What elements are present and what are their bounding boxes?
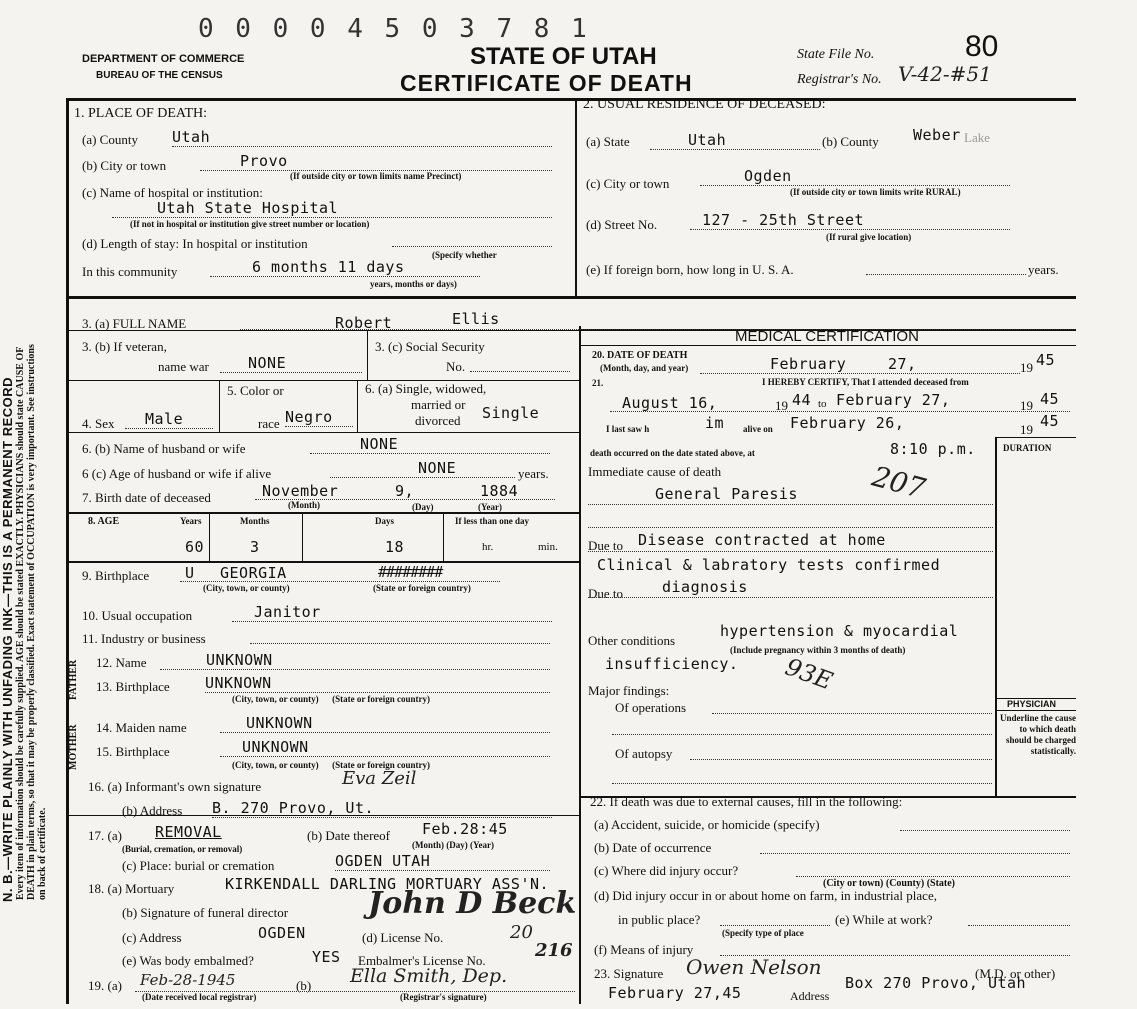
immediate-line-1 <box>588 503 993 505</box>
serial-number: 0 0 0 0 4 5 0 3 7 8 1 <box>198 14 590 44</box>
immediate-line-2 <box>588 526 993 528</box>
race-col-2 <box>357 380 358 433</box>
race-col-1 <box>219 380 220 433</box>
specify-note: (Specify whether <box>432 250 497 260</box>
death-city: Provo <box>200 152 552 171</box>
last-saw-value: im <box>705 414 725 432</box>
stay-label: (d) Length of stay: In hospital or institution <box>82 236 308 251</box>
mother-birthplace: UNKNOWN <box>220 738 550 757</box>
marital-label: 6. (a) Single, widowed, <box>365 381 487 396</box>
veteran-war: NONE <box>220 354 362 373</box>
external-b: (b) Date of occurrence <box>594 840 712 855</box>
age-months: 3 <box>250 538 260 556</box>
alive-on-label: alive on <box>743 424 773 434</box>
operations-line-2 <box>612 733 992 735</box>
res-state: Utah <box>650 131 820 150</box>
spouse-age-label: 6 (c) Age of husband or wife if alive <box>82 466 272 481</box>
occupation-value: Janitor <box>232 603 552 622</box>
marital-status: Single <box>482 404 540 422</box>
burial-place-label: (c) Place: burial or cremation <box>122 858 275 873</box>
to-label: to <box>818 398 827 410</box>
external-b-line <box>760 852 1070 854</box>
other-conditions-label: Other conditions <box>588 633 676 648</box>
res-county: Weber <box>913 126 961 144</box>
physician-address: Box 270 Provo, Utah <box>845 974 1027 992</box>
spouse-years: years. <box>518 466 549 481</box>
physician-note: Underline the cause to which death should be charged statistically. <box>1000 713 1076 756</box>
registrar-signature: Ella Smith, Dep. <box>350 965 508 987</box>
other-conditions-1: hypertension & myocardial <box>720 622 959 640</box>
industry-label: 11. Industry or business <box>82 631 206 646</box>
due-to-1: Disease contracted at home <box>638 531 886 549</box>
burial-method: REMOVAL <box>155 823 222 841</box>
to-year-prefix: 19 <box>1020 398 1033 413</box>
res-city-label: (c) City or town <box>586 176 670 191</box>
external-d: (d) Did injury occur in or about home on farm, in industrial place, <box>594 888 937 903</box>
res-state-label: (a) State <box>586 134 630 149</box>
burial-label: 17. (a) <box>88 828 122 843</box>
divider-vet <box>66 380 579 381</box>
birthplace-prefix: U <box>185 564 195 582</box>
side-instructions: N. B.—WRITE PLAINLY WITH UNFADING INK—THIS IS A PERMANENT RECORD Every item of information should be carefully supplied. AGE should be stated EXACTLY. PHYSICIANS should state CAUSE OF DEATH in plain terms, so that it may be properly classified. Exact statement of OCCUPATION is very important. See instructions on back of certificate. <box>0 344 48 902</box>
ss-col <box>367 330 368 380</box>
county-label: (a) County <box>82 132 138 147</box>
sign-date: February 27,45 <box>608 984 742 1002</box>
burial-place: OGDEN UTAH <box>335 852 550 871</box>
community-label: In this community <box>82 264 178 279</box>
age-col-1 <box>209 512 210 562</box>
informant-address-label: (b) Address <box>122 803 183 818</box>
age-col-3 <box>443 512 444 562</box>
father-name: UNKNOWN <box>160 651 550 670</box>
stat-code-1: 207 <box>868 459 929 506</box>
occupation-label: 10. Usual occupation <box>82 608 193 623</box>
birthplace-line <box>180 580 500 582</box>
city-note: (If outside city or town limits name Precinct) <box>290 171 462 181</box>
dod-label: 20. DATE OF DEATH <box>592 350 688 361</box>
age-days: 18 <box>385 538 405 556</box>
state-file-value: 80 <box>965 30 999 63</box>
external-e-line <box>968 924 1070 926</box>
father-name-label: 12. Name <box>96 655 147 670</box>
divider-age-top <box>66 512 579 514</box>
embalmed-value: YES <box>312 948 341 966</box>
due-to-line <box>588 550 993 552</box>
full-name-label: 3. (a) FULL NAME <box>82 316 187 331</box>
filed-note: (Date received local registrar) <box>142 992 257 1002</box>
md-label: (M.D. or other) <box>975 966 1056 981</box>
birth-day: 9, <box>395 482 415 500</box>
embalmer-license: 216 <box>535 940 573 961</box>
death-time: 8:10 p.m. <box>890 440 976 458</box>
sex-label: 4. Sex <box>82 416 115 431</box>
certificate-title: CERTIFICATE OF DEATH <box>400 70 693 96</box>
frame-top <box>66 98 1076 101</box>
external-f: (f) Means of injury <box>594 942 694 957</box>
registrar-label: Registrar's No. <box>797 72 882 87</box>
age-hr: hr. <box>482 541 494 553</box>
place-of-death-heading: 1. PLACE OF DEATH: <box>74 106 208 121</box>
mortuary-name: KIRKENDALL DARLING MORTUARY ASS'N. <box>225 875 550 893</box>
dod-note: (Month, day, and year) <box>600 363 689 373</box>
major-findings-label: Major findings: <box>588 683 670 698</box>
mother-tag: MOTHER <box>68 724 79 770</box>
external-d-note: (Specify type of place <box>722 928 804 938</box>
res-foreign-label: (e) If foreign born, how long in U. S. A. <box>586 262 794 277</box>
registrar-note: (Registrar's signature) <box>400 992 487 1002</box>
immediate-cause-label: Immediate cause of death <box>588 464 722 479</box>
state-title: STATE OF UTAH <box>470 43 657 70</box>
clinical-note: Clinical & labratory tests confirmed <box>597 556 941 574</box>
external-e: (e) While at work? <box>835 912 933 927</box>
autopsy-label: Of autopsy <box>615 746 673 761</box>
attended-line <box>610 410 1070 412</box>
full-name-first: Robert <box>335 314 393 332</box>
autopsy-line <box>690 758 992 760</box>
age-label: 8. AGE <box>88 516 120 527</box>
marital-label-2: married or <box>411 397 466 412</box>
ss-line <box>470 370 570 372</box>
birth-date-label: 7. Birth date of deceased <box>82 490 211 505</box>
license-value: 20 <box>510 922 533 943</box>
burial-date: Feb.28:45 <box>422 820 508 838</box>
race-value: Negro <box>285 408 353 427</box>
mortuary-label: 18. (a) Mortuary <box>88 881 175 896</box>
res-years: years. <box>1028 262 1059 277</box>
attended-to-year: 45 <box>1040 390 1060 408</box>
physician-head <box>995 710 1076 711</box>
duration-col <box>995 437 997 796</box>
mother-bp-note: (City, town, or county) (State or foreign country) <box>232 760 430 770</box>
veteran-label-2: name war <box>158 359 209 374</box>
ss-label-2: No. <box>446 359 466 374</box>
external-d2: in public place? <box>618 912 701 927</box>
immediate-cause: General Paresis <box>655 485 798 503</box>
state-file-label: State File No. <box>797 47 875 62</box>
registrar-value: V-42-#51 <box>898 62 992 86</box>
dod-line <box>700 372 1020 374</box>
certify-text: I HEREBY CERTIFY, That I attended deceased from <box>762 377 969 387</box>
full-name-last: Ellis <box>452 310 500 328</box>
birthplace-note-2: (State or foreign country) <box>373 583 471 593</box>
birthplace-note-1: (City, town, or county) <box>203 583 290 593</box>
informant-address: B. 270 Provo, Ut. <box>212 799 552 818</box>
burial-date-label: (b) Date thereof <box>307 828 391 843</box>
res-city: Ogden <box>700 167 1010 186</box>
dod-month: February <box>770 355 847 373</box>
attended-to: February 27, <box>836 391 951 409</box>
age-years-label: Years <box>180 516 202 526</box>
filed-date: Feb-28-1945 <box>140 971 236 989</box>
external-a: (a) Accident, suicide, or homicide (specify) <box>594 817 820 832</box>
age-less-label: If less than one day <box>455 516 530 526</box>
duration-top <box>995 437 1076 438</box>
birth-month: November <box>262 482 339 500</box>
mother-bp-label: 15. Birthplace <box>96 744 170 759</box>
informant-signature: Eva Zeil <box>342 768 417 789</box>
certify-number: 21. <box>592 378 604 388</box>
marital-label-3: divorced <box>415 413 461 428</box>
res-street: 127 - 25th Street <box>690 211 1010 230</box>
physician-tag: PHYSICIAN <box>1007 699 1057 709</box>
burial-method-note: (Burial, cremation, or removal) <box>122 844 243 854</box>
embalmer-license-label: Embalmer's License No. <box>358 953 486 968</box>
sex-value: Male <box>125 410 213 429</box>
embalmed-label: (e) Was body embalmed? <box>122 953 254 968</box>
due-to-2-label: Due to <box>588 586 624 601</box>
funeral-address-label: (c) Address <box>122 930 182 945</box>
father-tag: FATHER <box>68 659 79 700</box>
mother-name-label: 14. Maiden name <box>96 720 187 735</box>
res-street-label: (d) Street No. <box>586 217 658 232</box>
external-d2-line <box>720 924 830 926</box>
physician-address-label: Address <box>790 989 830 1003</box>
due-to-line-2 <box>588 596 993 598</box>
community-stay: 6 months 11 days <box>210 258 480 277</box>
occurred-label: death occurred on the date stated above, at <box>590 448 755 458</box>
operations-label: Of operations <box>615 700 687 715</box>
external-c-line <box>796 875 1070 877</box>
alive-date: February 26, <box>790 414 905 432</box>
director-label: (b) Signature of funeral director <box>122 905 289 920</box>
divider-med-head <box>579 345 1076 346</box>
birth-month-note: (Month) <box>288 500 320 510</box>
death-county: Utah <box>172 128 552 147</box>
ss-label: 3. (c) Social Security <box>375 339 485 354</box>
divider-mid <box>579 326 581 1004</box>
birth-year: 1884 <box>480 482 519 500</box>
medical-heading: MEDICAL CERTIFICATION <box>735 328 919 345</box>
dod-year-prefix: 19 <box>1020 360 1033 375</box>
age-min: min. <box>538 541 558 553</box>
hospital-note: (If not in hospital or institution give street number or location) <box>130 219 370 229</box>
res-county-label: (b) County <box>822 134 879 149</box>
autopsy-line-2 <box>612 782 992 784</box>
res-foreign-line <box>866 273 1026 275</box>
filed-b: (b) <box>296 978 312 993</box>
spouse-age: NONE <box>330 459 515 478</box>
city-label: (b) City or town <box>82 158 167 173</box>
industry-line <box>250 642 550 644</box>
birthplace-struck: ######## <box>378 563 443 581</box>
stat-code-2: 93E <box>781 652 837 696</box>
external-heading: 22. If death was due to external causes, fill in the following: <box>590 794 903 809</box>
birthplace-label: 9. Birthplace <box>82 568 150 583</box>
external-a-line <box>900 829 1070 831</box>
hospital-name: Utah State Hospital <box>112 199 552 218</box>
dod-day: 27, <box>888 355 917 373</box>
race-bottom <box>66 432 579 433</box>
department-label: DEPARTMENT OF COMMERCE <box>82 53 245 65</box>
mother-name: UNKNOWN <box>220 714 550 733</box>
divider-center <box>575 98 577 298</box>
external-c: (c) Where did injury occur? <box>594 863 739 878</box>
director-signature: John D Beck <box>368 886 577 921</box>
father-bp-label: 13. Birthplace <box>96 679 170 694</box>
physician-sig-label: 23. Signature <box>594 966 664 981</box>
color-label: 5. Color or <box>227 383 284 398</box>
alive-year-prefix: 19 <box>1020 422 1033 437</box>
divider-row1 <box>66 296 1076 299</box>
operations-line <box>712 712 992 714</box>
other-note: (Include pregnancy within 3 months of death) <box>730 645 906 655</box>
hospital-label: (c) Name of hospital or institution: <box>82 185 263 200</box>
filed-label: 19. (a) <box>88 978 122 993</box>
stay-hospital-line <box>392 245 552 247</box>
physician-signature: Owen Nelson <box>686 955 822 979</box>
last-saw-label: I last saw h <box>606 424 650 434</box>
divider-age-bottom <box>66 561 579 563</box>
res-county-print: Lake <box>964 130 990 145</box>
burial-date-note: (Month) (Day) (Year) <box>412 840 494 850</box>
age-months-label: Months <box>240 516 270 526</box>
spouse-name: NONE <box>310 435 550 454</box>
age-years: 60 <box>185 538 205 556</box>
veteran-label: 3. (b) If veteran, <box>82 339 167 354</box>
spouse-label: 6. (b) Name of husband or wife <box>82 441 246 456</box>
attended-from-year: 44 <box>792 391 812 409</box>
birthplace-value: GEORGIA <box>220 564 287 582</box>
father-birthplace: UNKNOWN <box>205 674 550 693</box>
duration-label: DURATION <box>1003 443 1052 453</box>
due-to-1-label: Due to <box>588 538 624 553</box>
specify-note-2: years, months or days) <box>370 279 457 289</box>
bureau-label: BUREAU OF THE CENSUS <box>96 70 223 81</box>
from-year-prefix: 19 <box>775 398 788 413</box>
license-label: (d) License No. <box>362 930 444 945</box>
dod-year: 45 <box>1036 351 1056 369</box>
res-city-note: (If outside city or town limits write RURAL) <box>790 187 961 197</box>
due-to-2: diagnosis <box>662 578 748 596</box>
attended-from: August 16, <box>622 394 718 412</box>
age-col-2 <box>302 512 303 562</box>
other-conditions-2: insufficiency. <box>605 655 739 673</box>
frame-left <box>66 98 69 1004</box>
external-c-note: (City or town) (County) (State) <box>823 878 956 889</box>
informant-sig-label: 16. (a) Informant's own signature <box>88 779 262 794</box>
funeral-address: OGDEN <box>258 924 306 942</box>
birth-day-note: (Day) <box>412 502 434 512</box>
residence-heading: 2. USUAL RESIDENCE OF DECEASED: <box>583 97 826 112</box>
father-bp-note: (City, town, or county) (State or foreign country) <box>232 694 430 704</box>
race-label: race <box>258 416 280 431</box>
res-street-note: (If rural give location) <box>826 232 912 242</box>
alive-year: 45 <box>1040 412 1060 430</box>
age-days-label: Days <box>375 516 395 526</box>
birth-year-note: (Year) <box>478 502 502 512</box>
